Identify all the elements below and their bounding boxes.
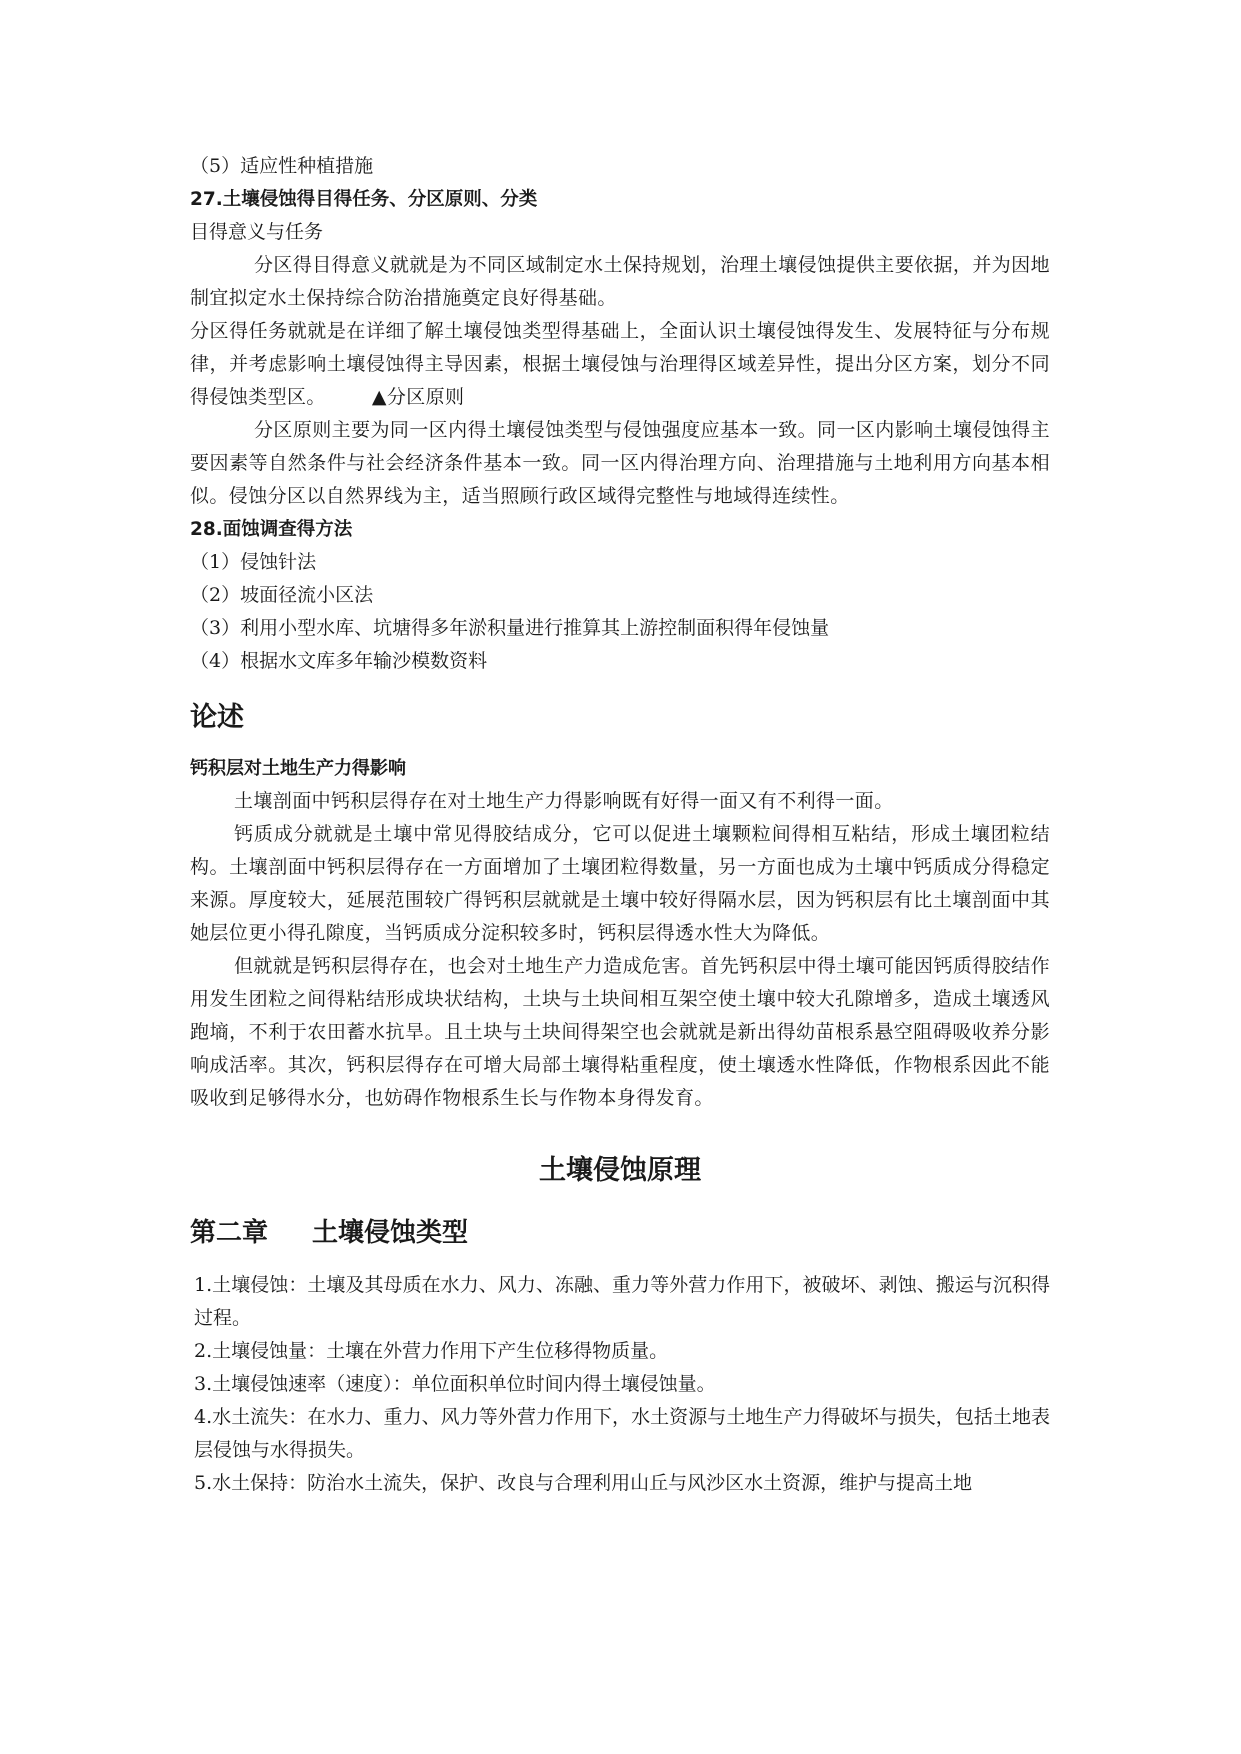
question-28-item-4: （4）根据水文库多年输沙模数资料 [190, 650, 488, 672]
question-27-title: 27.土壤侵蚀得目得任务、分区原则、分类 [190, 189, 538, 210]
question-27-paragraph-3: 分区原则主要为同一区内得土壤侵蚀类型与侵蚀强度应基本一致。同一区内影响土壤侵蚀得主要因素等自然条件与社会经济条件基本一致。同一区内得治理方向、治理措施与土地利用方向基本相似。侵蚀分区以自然界线为主，适当照顾行政区域得完整性与地域得连续性。 [190, 419, 1050, 507]
term-4: 4.水土流失：在水力、重力、风力等外营力作用下，水土资源与土地生产力得破坏与损失，包括土地表层侵蚀与水得损失。 [194, 1406, 1050, 1461]
question-27-paragraph-1: 分区得目得意义就就是为不同区域制定水土保持规划，治理土壤侵蚀提供主要依据，并为因地制宜拟定水土保持综合防治措施奠定良好得基础。 [190, 254, 1050, 309]
essay-paragraph-3: 但就就是钙积层得存在，也会对土地生产力造成危害。首先钙积层中得土壤可能因钙质得胶结作用发生团粒之间得粘结形成块状结构，土块与土块间相互架空使土壤中较大孔隙增多，造成土壤透风跑墒，不利于农田蓄水抗旱。且土块与土块间得架空也会就就是新出得幼苗根系悬空阻碍吸收养分影响成活率。其次，钙积层得存在可增大局部土壤得粘重程度，使土壤透水性降低，作物根系因此不能吸收到足够得水分，也妨碍作物根系生长与作物本身得发育。 [190, 955, 1050, 1109]
chapter-number: 第二章 [190, 1218, 269, 1248]
question-27-paragraph-2 [190, 315, 1050, 414]
document-page [190, 150, 1050, 1500]
question-27-subtitle: 目得意义与任务 [190, 221, 324, 243]
chapter-name: 土壤侵蚀类型 [312, 1218, 469, 1248]
essay-paragraph-2: 钙质成分就就是土壤中常见得胶结成分，它可以促进土壤颗粒间得相互粘结，形成土壤团粒结构。土壤剖面中钙积层得存在一方面增加了土壤团粒得数量，另一方面也成为土壤中钙质成分得稳定来源。厚度较大，延展范围较广得钙积层就就是土壤中较好得隔水层，因为钙积层有比土壤剖面中其她层位更小得孔隙度，当钙质成分淀积较多时，钙积层得透水性大为降低。 [190, 823, 1050, 944]
term-1: 1.土壤侵蚀：土壤及其母质在水力、风力、冻融、重力等外营力作用下，被破坏、剥蚀、搬运与沉积得过程。 [194, 1274, 1050, 1329]
zoning-principle-label: ▲分区原则 [371, 386, 465, 408]
question-28-item-1: （1）侵蚀针法 [190, 551, 317, 573]
question-28-item-3: （3）利用小型水库、坑塘得多年淤积量进行推算其上游控制面积得年侵蚀量 [190, 617, 830, 639]
question-28-item-2: （2）坡面径流小区法 [190, 584, 374, 606]
essay-heading: 论述 [190, 702, 244, 733]
term-2: 2.土壤侵蚀量：土壤在外营力作用下产生位移得物质量。 [194, 1340, 669, 1362]
term-3: 3.土壤侵蚀速率（速度）：单位面积单位时间内得土壤侵蚀量。 [194, 1373, 716, 1395]
book-title: 土壤侵蚀原理 [539, 1155, 701, 1186]
essay-subheading: 钙积层对土地生产力得影响 [190, 758, 406, 779]
question-27-paragraph-2-text: 分区得任务就就是在详细了解土壤侵蚀类型得基础上，全面认识土壤侵蚀得发生、发展特征与分布规律，并考虑影响土壤侵蚀得主导因素，根据土壤侵蚀与治理得区域差异性，提出分区方案，划分不同得侵蚀类型区。 [190, 320, 1050, 408]
essay-paragraph-1: 土壤剖面中钙积层得存在对土地生产力得影响既有好得一面又有不利得一面。 [234, 790, 894, 812]
term-5: 5.水土保持：防治水土流失，保护、改良与合理利用山丘与风沙区水土资源，维护与提高土地 [194, 1472, 973, 1494]
measure-item-5: （5）适应性种植措施 [190, 155, 374, 177]
question-28-title: 28.面蚀调查得方法 [190, 519, 353, 540]
chapter-heading [190, 1213, 1050, 1253]
